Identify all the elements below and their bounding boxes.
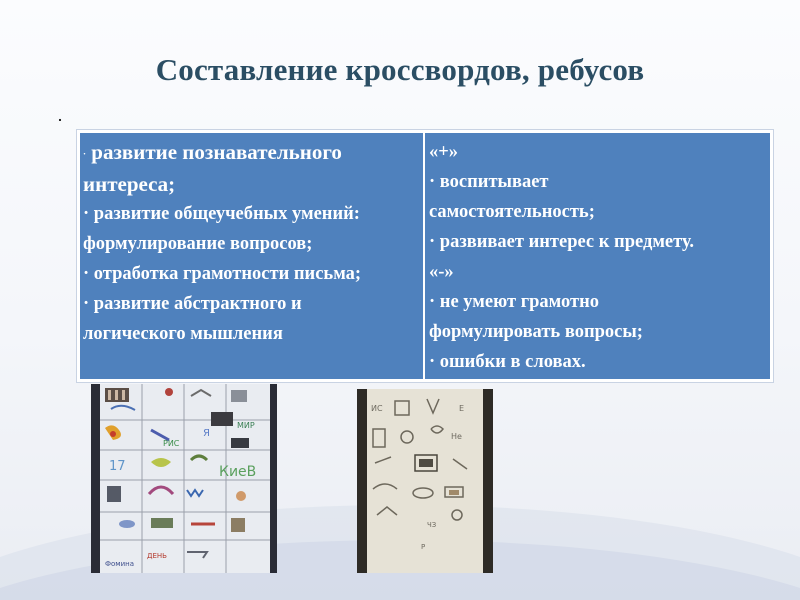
rebus-sheet-photo [357,389,493,573]
rebus-word: МИР [237,421,255,430]
rebus-sheet-drawing [357,389,493,573]
rebus-word: ДЕНЬ [147,552,167,560]
table-column-pros-cons [425,133,770,379]
table-line: · развитие абстрактного и [83,294,302,315]
table-column-goals [80,133,425,379]
rebus-poster-drawing [91,384,277,573]
rebus-word: ИС [371,404,383,413]
rebus-word: Я [203,428,210,439]
rebus-word: 17 [109,459,126,474]
rebus-word: КиеВ [219,464,257,480]
table-line: логического мышления [83,324,283,345]
table-line: самостоятельность; [429,202,595,222]
bullet-dot: · [57,110,63,130]
rebus-word: Не [451,432,462,441]
table-line: · развитие общеучебных умений: [83,204,360,225]
rebus-poster-photo [91,384,277,573]
table-line: · развивает интерес к предмету. [429,232,694,252]
table-line: формулирование вопросов; [83,234,313,255]
table-line: · ошибки в словах. [429,352,586,372]
table-line: «-» [429,262,454,282]
table-line-text: развитие познавательного [91,140,342,164]
poster-signature: Фомина [105,560,135,568]
table-line: формулировать вопросы; [429,322,643,342]
rebus-word: Е [459,404,465,413]
rebus-word: ЧЗ [427,521,437,529]
table-line: · не умеют грамотно [429,292,600,312]
rebus-word: РИС [163,439,180,448]
table-line [83,137,419,169]
comparison-table [77,130,773,382]
rebus-word: Р [421,543,426,551]
table-line: · воспитывает [429,172,549,192]
slide-title: Составление кроссвордов, ребусов [155,52,645,87]
table-line: интереса; [83,172,176,197]
bullet-glyph: · [83,149,87,160]
table-line: «+» [429,142,459,162]
table-line: · отработка грамотности письма; [83,264,362,285]
